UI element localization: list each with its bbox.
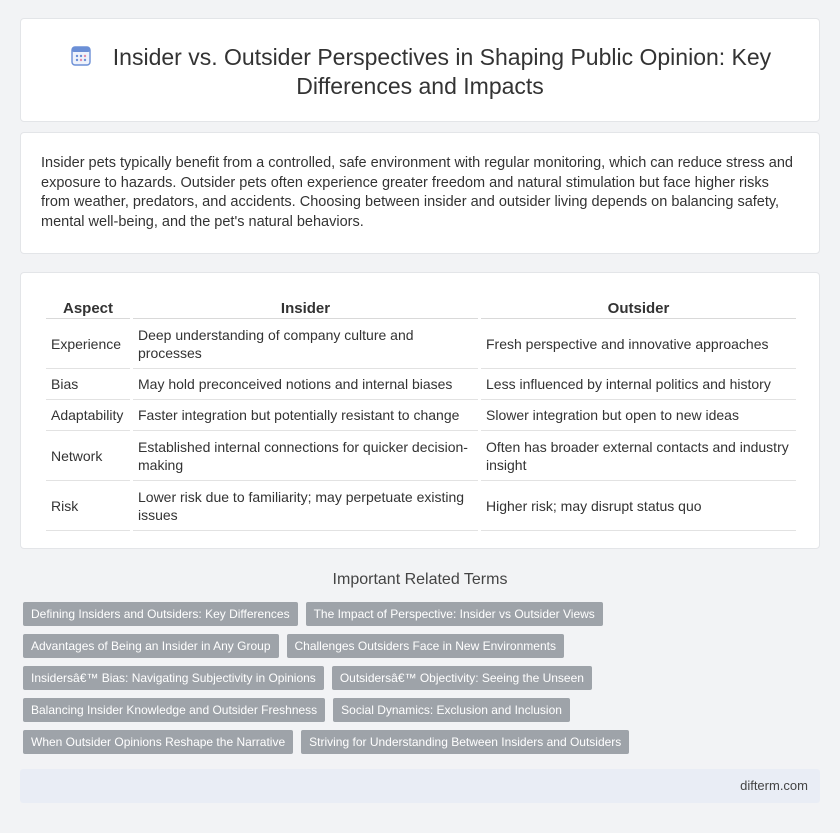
cell-aspect: Experience — [46, 319, 130, 369]
footer-site-link[interactable]: difterm.com — [740, 778, 808, 793]
comparison-table — [43, 293, 799, 531]
related-terms-list — [23, 602, 803, 762]
related-term-tag[interactable]: Insidersâ€™ Bias: Navigating Subjectivity in Opinions — [23, 666, 324, 690]
footer-bar — [20, 769, 820, 803]
cell-insider: Lower risk due to familiarity; may perpetuate existing issues — [133, 481, 478, 531]
cell-insider: Established internal connections for quicker decision-making — [133, 431, 478, 481]
cell-outsider: Less influenced by internal politics and history — [481, 369, 796, 400]
cell-insider: May hold preconceived notions and internal biases — [133, 369, 478, 400]
cell-outsider: Slower integration but open to new ideas — [481, 400, 796, 431]
related-term-tag[interactable]: Defining Insiders and Outsiders: Key Differences — [23, 602, 298, 626]
intro-paragraph: Insider pets typically benefit from a controlled, safe environment with regular monitoring, which can reduce stress and exposure to hazards. Outsider pets often experience greater freedom and natural stimulation but face higher risks from weather, predators, and accidents. Choosing between insider and outsider living depends on balancing safety, mental well-being, and the pet's natural behaviors. — [41, 155, 793, 231]
cell-aspect: Adaptability — [46, 400, 130, 431]
cell-insider: Deep understanding of company culture and processes — [133, 319, 478, 369]
table-row — [46, 431, 796, 481]
page-title: Insider vs. Outsider Perspectives in Shaping Public Opinion: Key Differences and Impacts — [112, 44, 772, 99]
tag-row — [23, 730, 803, 754]
table-row — [46, 400, 796, 431]
table-header-row — [46, 293, 796, 319]
table-row — [46, 319, 796, 369]
related-term-tag[interactable]: Balancing Insider Knowledge and Outsider Freshness — [23, 698, 325, 722]
related-terms-title: Important Related Terms — [332, 571, 508, 588]
comparison-table-card — [20, 272, 820, 549]
related-term-tag[interactable]: Advantages of Being an Insider in Any Group — [23, 634, 279, 658]
related-term-tag[interactable]: Social Dynamics: Exclusion and Inclusion — [333, 698, 570, 722]
related-term-tag[interactable]: Challenges Outsiders Face in New Environments — [287, 634, 564, 658]
tag-row — [23, 634, 803, 658]
page-title-wrap — [61, 43, 779, 101]
header-aspect: Aspect — [46, 293, 130, 319]
cell-outsider: Fresh perspective and innovative approaches — [481, 319, 796, 369]
related-term-tag[interactable]: Striving for Understanding Between Insiders and Outsiders — [301, 730, 629, 754]
cell-aspect: Bias — [46, 369, 130, 400]
cell-aspect: Risk — [46, 481, 130, 531]
header-outsider: Outsider — [481, 293, 796, 319]
tag-row — [23, 666, 803, 690]
intro-card — [20, 132, 820, 254]
cell-aspect: Network — [46, 431, 130, 481]
cell-outsider: Often has broader external contacts and industry insight — [481, 431, 796, 481]
cell-insider: Faster integration but potentially resistant to change — [133, 400, 478, 431]
tag-row — [23, 698, 803, 722]
document-icon — [69, 44, 93, 68]
title-card — [20, 18, 820, 122]
cell-outsider: Higher risk; may disrupt status quo — [481, 481, 796, 531]
related-term-tag[interactable]: The Impact of Perspective: Insider vs Outsider Views — [306, 602, 603, 626]
tag-row — [23, 602, 803, 626]
table-row — [46, 369, 796, 400]
table-row — [46, 481, 796, 531]
related-term-tag[interactable]: When Outsider Opinions Reshape the Narrative — [23, 730, 293, 754]
related-term-tag[interactable]: Outsidersâ€™ Objectivity: Seeing the Unseen — [332, 666, 592, 690]
header-insider: Insider — [133, 293, 478, 319]
